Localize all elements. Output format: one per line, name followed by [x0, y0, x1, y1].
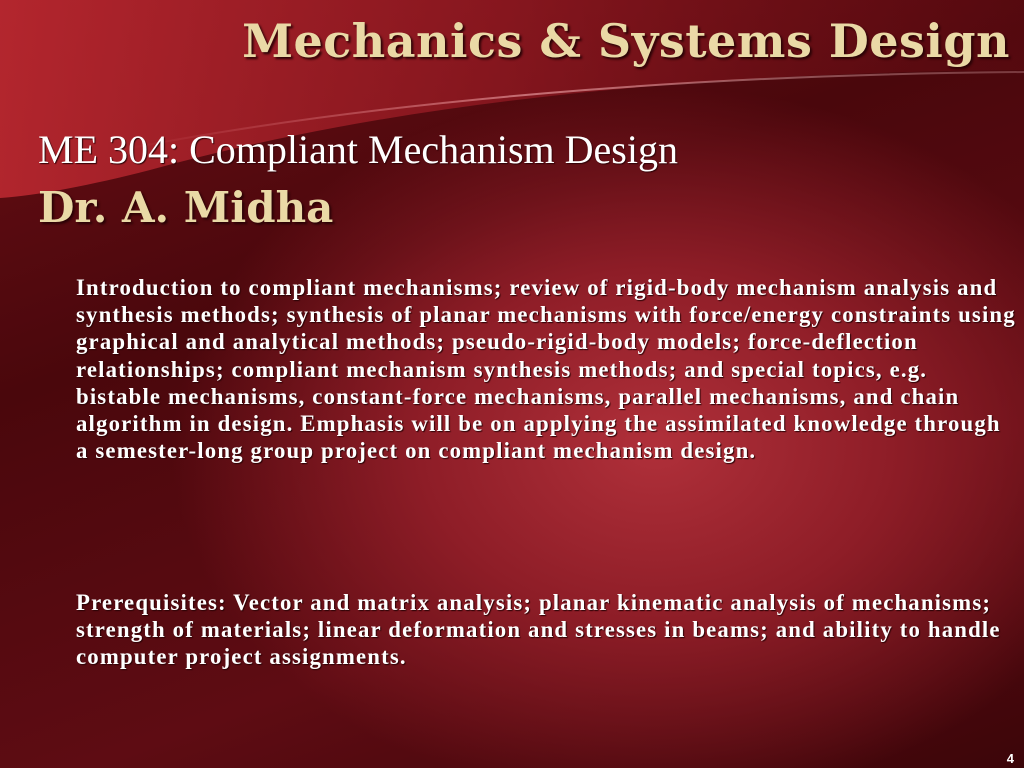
instructor-name: Dr. A. Midha: [38, 183, 334, 232]
course-description: Introduction to compliant mechanisms; review of rigid-body mechanism analysis and synthesis methods; synthesis of planar mechanisms with force/energy constraints using graphical and analytical methods; pseudo-rigid-body models; force-deflection relationships; compliant mechanism synthesis methods; and special topics, e.g. bistable mechanisms, constant-force mechanisms, parallel mechanisms, and chain algorithm in design. Emphasis will be on applying the assimilated knowledge through a semester-long group project on compliant mechanism design.: [76, 275, 1016, 464]
prerequisites-text: Prerequisites: Vector and matrix analysis; planar kinematic analysis of mechanisms; strength of materials; linear deformation and stresses in beams; and ability to handle computer project assignments.: [76, 590, 1001, 670]
slide-number: 4: [1006, 751, 1014, 766]
slide-title: Mechanics & Systems Design: [242, 14, 1010, 68]
course-title: ME 304: Compliant Mechanism Design: [38, 127, 678, 172]
